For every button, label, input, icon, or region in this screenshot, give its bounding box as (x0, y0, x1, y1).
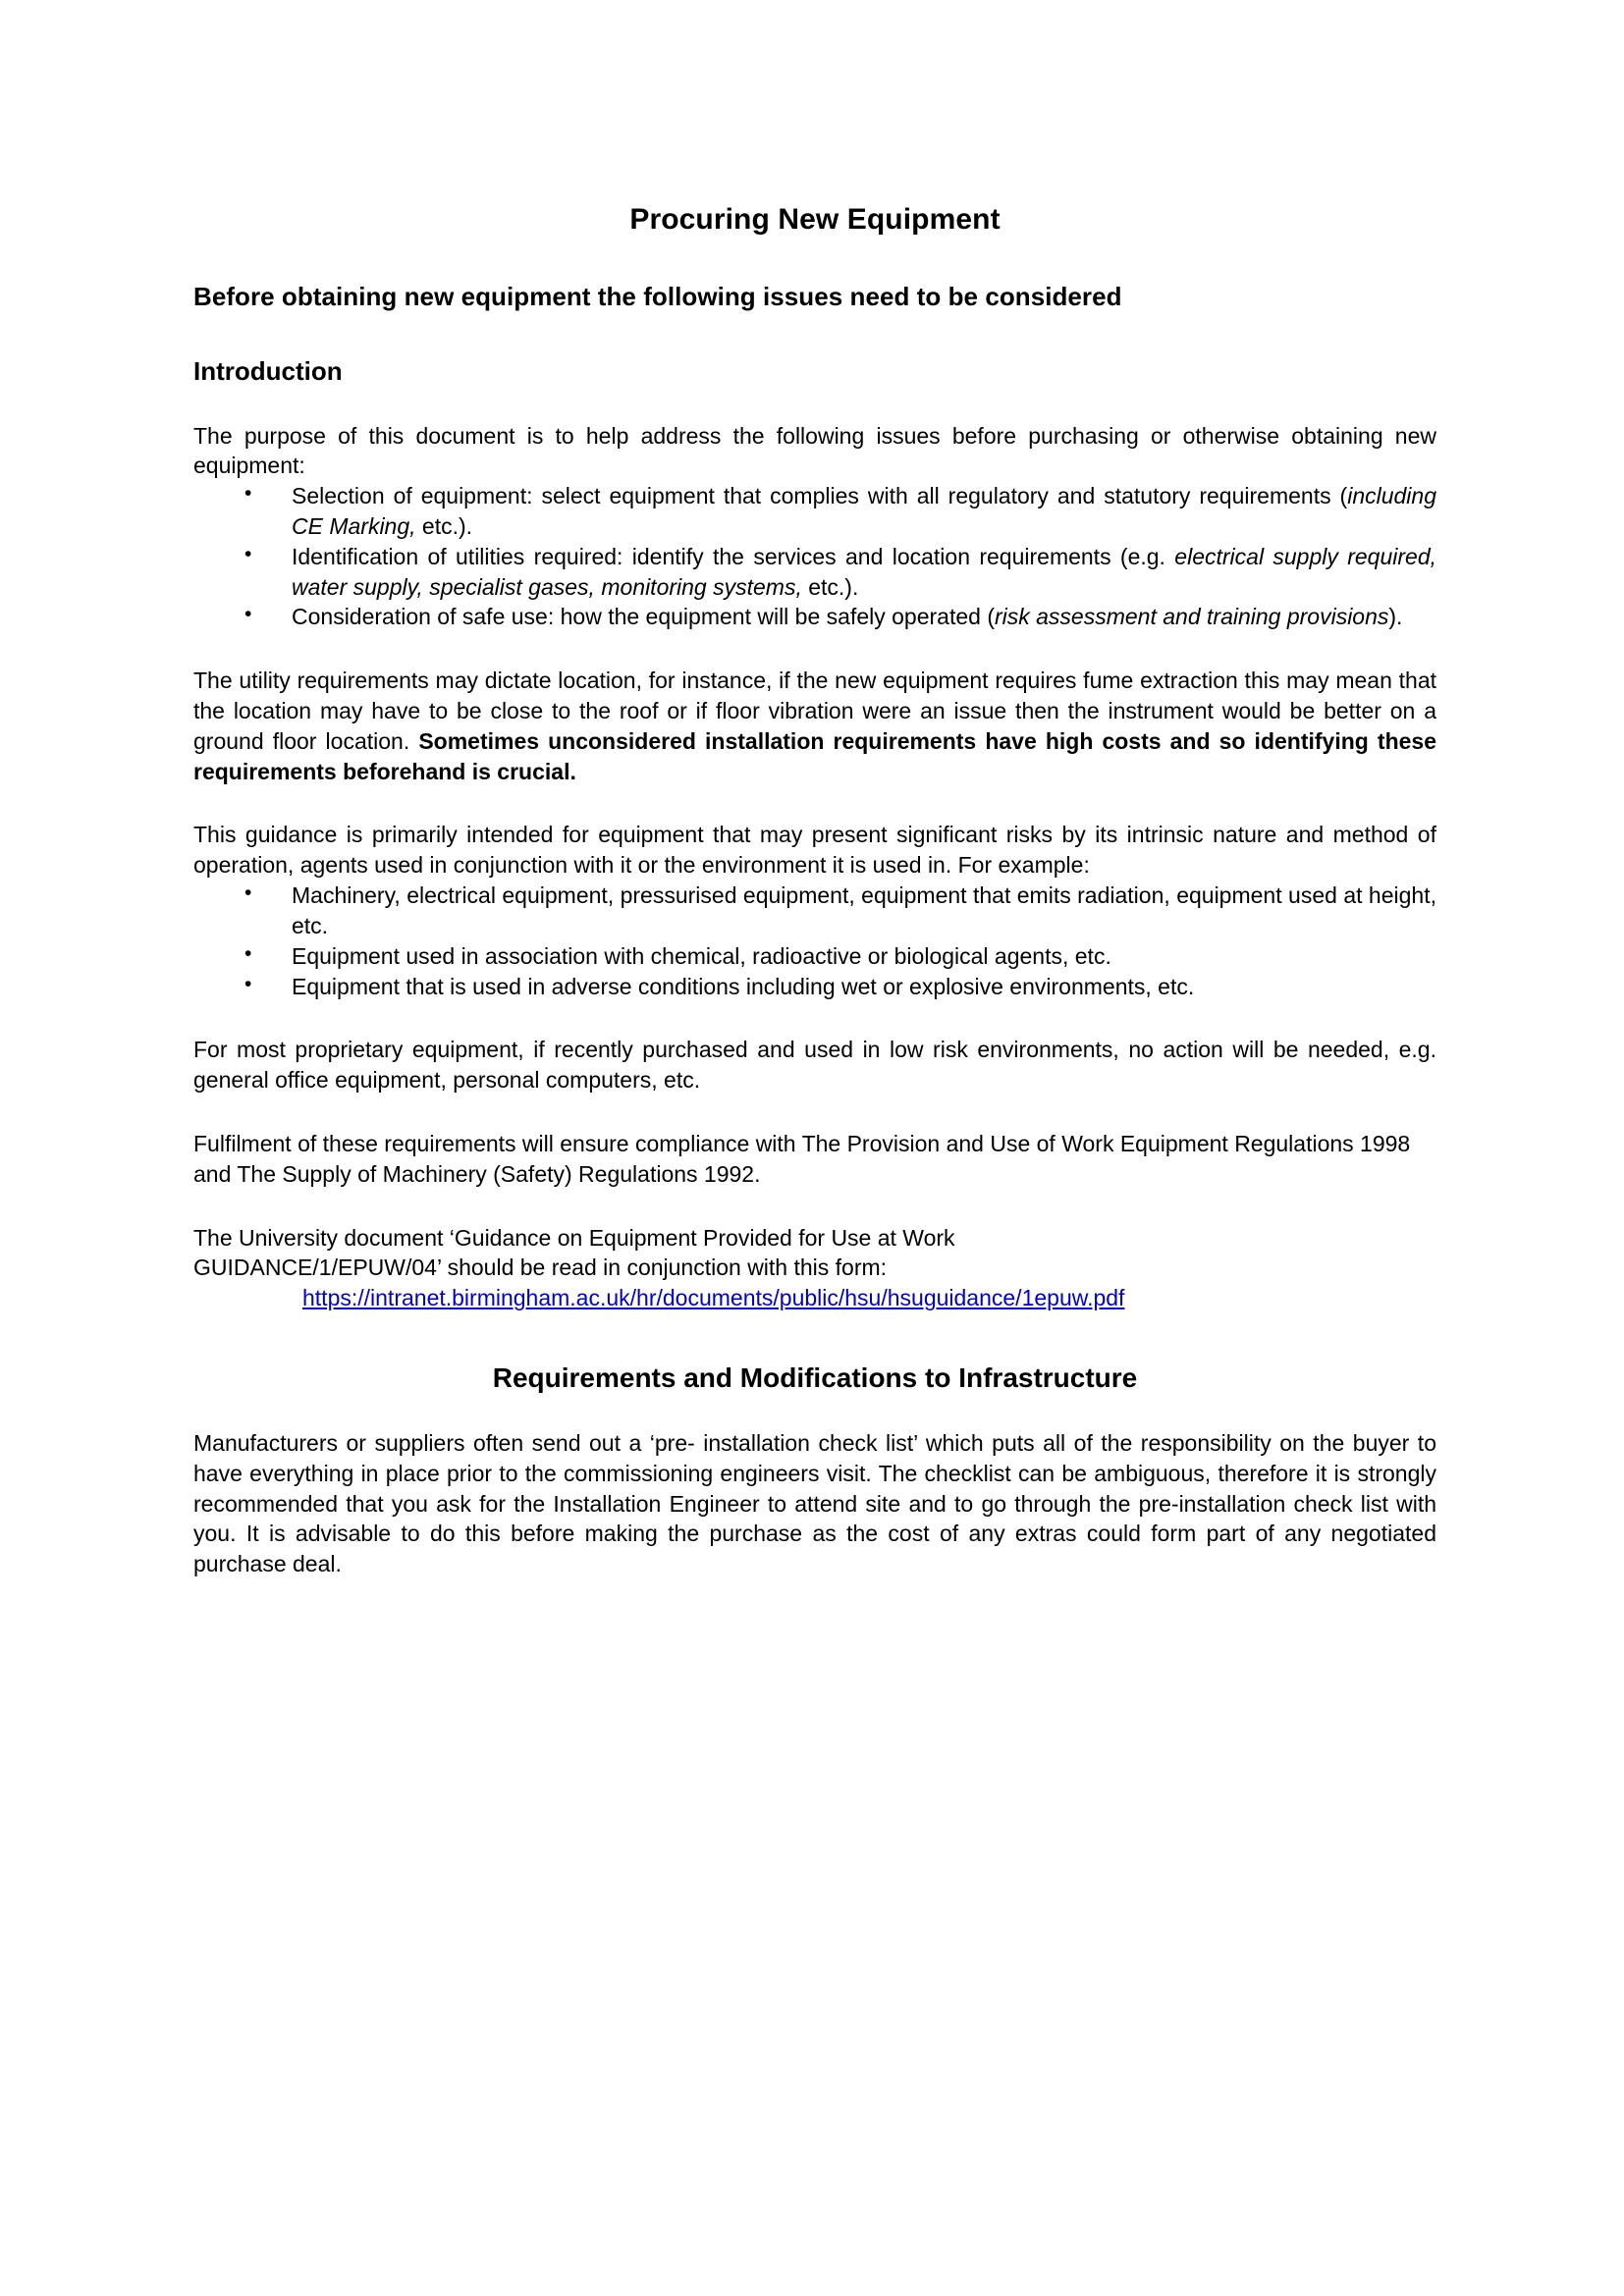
university-document-line-1: The University document ‘Guidance on Equipment Provided for Use at Work (193, 1224, 955, 1251)
bullet-lead-text: Selection of equipment: select equipment that complies with all regulatory and statutory requirements ( (292, 483, 1348, 509)
proprietary-equipment-paragraph: For most proprietary equipment, if recently purchased and used in low risk environments, no action will be needed, e.g. general office equipment, personal computers, etc. (193, 1037, 1436, 1094)
bullet-italic-text: including CE Marking, (292, 483, 1436, 539)
list-item (193, 602, 1436, 632)
requirements-paragraph: Manufacturers or suppliers often send out a ‘pre- installation check list’ which puts all of the responsibility on the buyer to have everything in place prior to the commissioning engineers visit. The checklist can be ambiguous, therefore it is strongly recommended that you ask for the Installation Engineer to attend site and to go through the pre-installation check list with you. It is advisable to do this before making the purchase as the cost of any extras could form part of any negotiated purchase deal. (193, 1430, 1436, 1577)
bullet-italic-text: electrical supply required, water supply, specialist gases, monitoring systems, (292, 543, 1436, 600)
utility-requirements-paragraph (193, 632, 1436, 786)
document-subtitle: Before obtaining new equipment the following issues need to be considered (193, 281, 1122, 311)
section-heading-introduction: Introduction (193, 356, 343, 386)
bullet-tail-text: etc.). (415, 512, 473, 539)
list-item: • Equipment used in association with chemical, radioactive or biological agents, etc. (193, 941, 1436, 972)
bullet-lead-text: Consideration of safe use: how the equipment will be safely operated ( (292, 604, 995, 630)
guidance-scope-paragraph: This guidance is primarily intended for equipment that may present significant risks by its intrinsic nature and method of operation, agents used in conjunction with it or the environment it is used in. For example: (193, 822, 1436, 879)
bullet-tail-text: ). (1388, 604, 1403, 630)
fulfilment-paragraph: Fulfilment of these requirements will ensure compliance with The Provision and Use of Work Equipment Regulations 1998 and The Supply of Machinery (Safety) Regulations 1992. (193, 1130, 1411, 1187)
bullet-lead-text: Identification of utilities required: identify the services and location requirements (e.g. (292, 543, 1175, 569)
bullet-tail-text: etc.). (801, 573, 859, 600)
bullet-italic-text: risk assessment and training provisions (994, 604, 1389, 630)
example-bullet-list (193, 881, 1436, 1001)
page-content (193, 0, 1436, 1579)
page-title: Procuring New Equipment (629, 203, 1001, 236)
list-item (193, 481, 1436, 542)
guidance-pdf-link[interactable]: https://intranet.birmingham.ac.uk/hr/documents/public/hsu/hsuguidance/1epuw.pdf (302, 1285, 1125, 1311)
introduction-bullet-list (193, 481, 1436, 632)
intro-paragraph: The purpose of this document is to help address the following issues before purchasing or otherwise obtaining new equipment: (193, 422, 1436, 479)
utility-paragraph-normal: The utility requirements may dictate location, for instance, if the new equipment requires fume extraction this may mean that the location may have to be close to the roof or if floor vibration were an issue then the instrument would be better on a ground floor location. (193, 667, 1436, 754)
utility-paragraph-bold: Sometimes unconsidered installation requirements have high costs and so identifying these requirements beforehand is crucial. (193, 727, 1436, 784)
list-item (193, 542, 1436, 603)
section-heading-requirements: Requirements and Modifications to Infrastructure (492, 1362, 1138, 1393)
guidance-link-row (193, 1283, 1436, 1313)
list-item: • Equipment that is used in adverse conditions including wet or explosive environments, etc. (193, 972, 1436, 1002)
list-item: • Machinery, electrical equipment, pressurised equipment, equipment that emits radiation, equipment used at height, etc. (193, 881, 1436, 941)
university-document-line-2: GUIDANCE/1/EPUW/04’ should be read in conjunction with this form: (193, 1255, 888, 1281)
